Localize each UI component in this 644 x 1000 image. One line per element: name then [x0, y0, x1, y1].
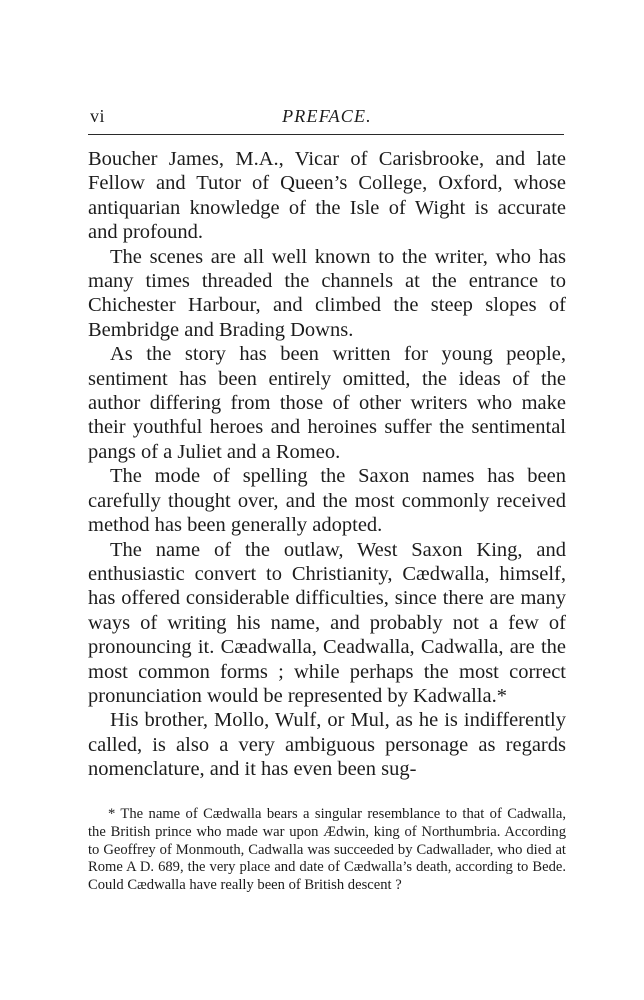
paragraph: The scenes are all well known to the writer, who has many times threaded the channels at the entrance to Chichester Harbour, and climbed the steep slopes of Bembridge and Brading Downs.: [88, 245, 566, 341]
footnote-text: * The name of Cædwalla bears a singular resemblance to that of Cadwalla, the British prince who made war upon Ædwin, king of Northumbria. According to Geoffrey of Monmouth, Cadwalla was succeeded by Cadwallader, who died at Rome A D. 689, the very place and date of Cædwalla’s death, according to Bede. Could Cædwalla have really been of British descent ?: [88, 806, 566, 894]
page-number: vi: [90, 106, 106, 126]
paragraph: As the story has been written for young people, sentiment has been entirely omitted, the ideas of the author differing from those of other writers who make their youthful heroes and heroines suffer the sentimental pangs of a Juliet and a Romeo.: [88, 343, 566, 463]
header-rule: [88, 134, 564, 135]
body-text: [88, 147, 566, 782]
book-page: [88, 104, 566, 782]
paragraph: The mode of spelling the Saxon names has been carefully thought over, and the most commonly received method has been generally adopted.: [88, 465, 566, 537]
footnote: [88, 806, 566, 895]
running-title: PREFACE.: [282, 106, 372, 126]
paragraph: The name of the outlaw, West Saxon King, and enthusiastic convert to Christianity, Cædwalla, himself, has offered considerable difficulties, since there are many ways of writing his name, and probably not a few of pronouncing it. Cæadwalla, Ceadwalla, Cadwalla, are the most common forms ; while perhaps the most correct pronunciation would be represented by Kadwalla.*: [88, 538, 566, 707]
running-head: [88, 104, 566, 130]
paragraph-continued: Boucher James, M.A., Vicar of Carisbrooke, and late Fellow and Tutor of Queen’s College, Oxford, whose antiquarian knowledge of the Isle of Wight is accurate and profound.: [88, 148, 566, 244]
paragraph: His brother, Mollo, Wulf, or Mul, as he is indifferently called, is also a very ambiguous personage as regards nomenclature, and it has even been sug-: [88, 709, 566, 781]
